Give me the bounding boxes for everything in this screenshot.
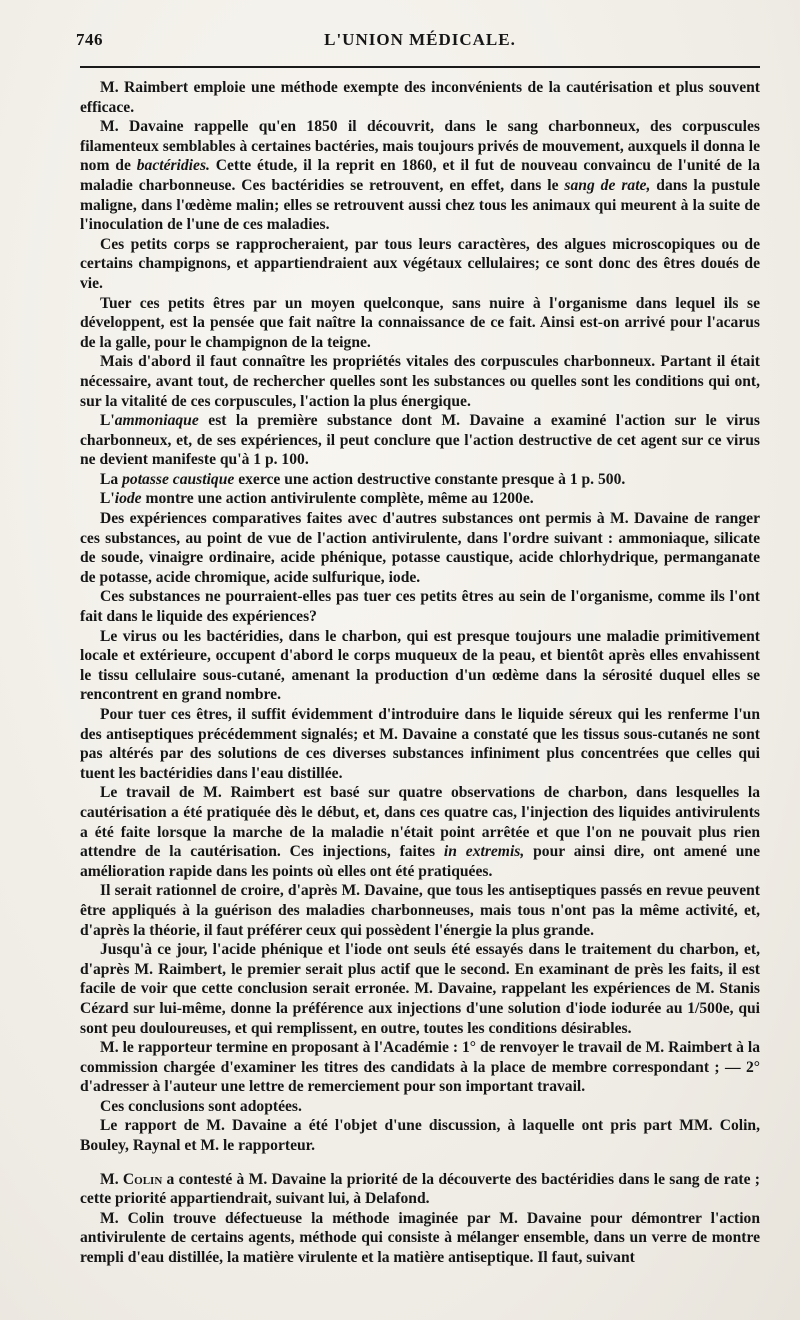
paragraph-text: M. le rapporteur termine en proposant à l'Académie : 1° de renvoyer le travail de M. Raimbert à la commission chargée d'examiner les titres des candidats à la place de membre correspondant ; — 2° d'adresser à l'auteur une lettre de remerciement pour son important travail. — [80, 1039, 760, 1096]
paragraph-text: Le rapport de M. Davaine a été l'objet d'une discussion, à laquelle ont pris part MM. Colin, Bouley, Raynal et M. le rapporteur. — [80, 1117, 760, 1155]
italic-text: in extremis, — [443, 843, 525, 861]
paragraph-text: Tuer ces petits êtres par un moyen quelconque, sans nuire à l'organisme dans lequel ils se développent, est la pensée que fait naître la connaissance de ce fait. Ainsi est-on arrivé pour l'acarus de la galle, pour le champignon de la teigne. — [80, 294, 760, 351]
article-body — [80, 78, 760, 1268]
paragraph-text: L' — [100, 490, 115, 508]
paragraph — [80, 1116, 760, 1155]
paragraph — [80, 705, 760, 783]
paragraph-text: exerce une action destructive constante presque à 1 p. 500. — [234, 470, 626, 488]
paragraph — [80, 1209, 760, 1268]
paragraph — [80, 352, 760, 411]
paragraph-text: Ces petits corps se rapprocheraient, par tous leurs caractères, des algues microscopiques ou de certains champignons, et appartiendraient aux végétaux cellulaires; ce sont donc des êtres doués de vie. — [80, 235, 760, 292]
paragraph — [80, 940, 760, 1038]
page-number: 746 — [76, 30, 103, 49]
paragraph — [80, 117, 760, 235]
paragraph-text: M. Colin trouve défectueuse la méthode imaginée par M. Davaine pour démontrer l'action antivirulente de certains agents, méthode qui consiste à mélanger ensemble, dans un verre de montre rempli d'eau distillée, la matière virulente et la matière antiseptique. Il faut, suivant — [80, 1209, 760, 1267]
paragraph-text: est la première substance dont M. Davaine a examiné l'action sur le virus charbonneux, et, de ses expériences, il peut conclure que l'action destructive de cet agent sur ce virus ne devient manifeste qu'à 1 p. 100. — [80, 412, 760, 469]
italic-text: sang de rate, — [564, 176, 651, 194]
paragraph-text: Cette étude, il la reprit en 1860, et il fut de nouveau convaincu de l'unité de la maladie charbonneuse. Ces bactéridies se retrouvent, en effet, dans le — [80, 157, 761, 194]
paragraph — [80, 587, 760, 626]
paragraph-text: dans la pustule maligne, dans l'œdème malin; elles se retrouvent aussi chez tous les animaux qui meurent à la suite de l'inoculation de l'une de ces maladies. — [80, 176, 760, 234]
page-header — [76, 30, 760, 60]
paragraph — [80, 1038, 760, 1097]
italic-text: ammoniaque — [114, 412, 199, 430]
paragraph-text: M. — [100, 1170, 123, 1188]
paragraph-text: Jusqu'à ce jour, l'acide phénique et l'iode ont seuls été essayés dans le traitement du charbon, et, d'après M. Raimbert, le premier serait plus actif que le second. En examinant de près les faits, il est facile de voir que cette conclusion serait erronée. M. Davaine, rappelant les expériences de M. Stanis Cézard sur lui-même, donne la préférence aux injections d'une solution d'iode iodurée au 1/500e, qui sont peu douloureuses, et qui remplissent, en outre, toutes les conditions désirables. — [80, 941, 760, 1037]
paragraph-text: a contesté à M. Davaine la priorité de la découverte des bactéridies dans le sang de rate ; cette priorité appartiendrait, suivant lui, à Delafond. — [80, 1170, 761, 1208]
paragraph — [80, 235, 760, 294]
paragraph — [80, 411, 760, 470]
header-rule — [80, 66, 760, 68]
paragraph — [80, 489, 760, 509]
italic-text: potasse caustique — [122, 470, 235, 488]
paragraph-text: L' — [100, 412, 115, 430]
paragraph — [80, 78, 760, 117]
paragraph — [80, 509, 760, 587]
italic-text: bactéridies. — [136, 157, 210, 175]
paragraph-text: La — [100, 470, 123, 488]
paragraph-text: Le virus ou les bactéridies, dans le charbon, qui est presque toujours une maladie primitivement locale et extérieure, occupent d'abord le corps muqueux de la peau, et bientôt après elles envahissent le tissu cellulaire sous-cutané, amenant la production d'un œdème dans la sérosité duquel elles se rencontrent en grand nombre. — [80, 627, 760, 704]
paragraph — [80, 470, 760, 490]
paragraph — [80, 627, 760, 705]
paragraph-text: Ces conclusions sont adoptées. — [100, 1097, 302, 1115]
paragraph-text: M. Davaine rappelle qu'en 1850 il découvrit, dans le sang charbonneux, des corpuscules filamenteux semblables à certaines bactéries, mais toujours privés de mouvement, auxquels il donna le nom de — [80, 118, 760, 175]
paragraph — [80, 294, 760, 353]
paragraph-text: M. Raimbert emploie une méthode exempte des inconvénients de la cautérisation et plus souvent efficace. — [80, 79, 760, 116]
paragraph-text: Mais d'abord il faut connaître les propriétés vitales des corpuscules charbonneux. Partant il était nécessaire, avant tout, de rechercher quelles sont les substances ou quelles sont les conditions qui ont, sur la vitalité de ces corpuscules, l'action la plus énergique. — [80, 353, 760, 410]
paragraph — [80, 1170, 760, 1209]
paragraph — [80, 783, 760, 881]
paragraph-text: Pour tuer ces êtres, il suffit évidemment d'introduire dans le liquide séreux qui les renferme l'un des antiseptiques précédemment signalés; et M. Davaine a constaté que les tissus sous-cutanés ne sont pas altérés par des solutions de ces diverses substances infiniment plus concentrées que celles qui tuent les bactéridies dans l'eau distillée. — [80, 706, 760, 782]
paragraph-text: Il serait rationnel de croire, d'après M. Davaine, que tous les antiseptiques passés en revue peuvent être appliqués à la guérison des maladies charbonneuses, mais tous n'ont pas la même activité, et, d'après la théorie, il faut préférer ceux qui possèdent l'énergie la plus grande. — [80, 882, 760, 939]
running-title: L'UNION MÉDICALE. — [324, 30, 516, 49]
paragraph-text: Des expériences comparatives faites avec d'autres substances ont permis à M. Davaine de ranger ces substances, au point de vue de l'action antivirulente, dans l'ordre suivant : ammoniaque, silicate de soude, vinaigre ordinaire, acide phénique, potasse caustique, acide chlorhydrique, permanganate de potasse, acide chromique, acide sulfurique, iode. — [80, 510, 760, 586]
paragraph-text: Le travail de M. Raimbert est basé sur quatre observations de charbon, dans lesquelles la cautérisation a été pratiquée dès le début, et, dans ces quatre cas, l'injection des liquides antivirulents a été faite lorsque la marche de la maladie n'était point arrêtée et que l'on ne pouvait plus rien attendre de la cautérisation. Ces injections, faites — [80, 784, 760, 861]
paragraph-text: pour ainsi dire, ont amené une amélioration rapide dans les points où elles ont été pratiquées. — [80, 843, 760, 880]
italic-text: iode — [114, 490, 142, 508]
paragraph-text: montre une action antivirulente complète, même au 1200e. — [141, 490, 534, 508]
paragraph-text: Colin — [122, 1170, 163, 1188]
paragraph-text: Ces substances ne pourraient-elles pas tuer ces petits êtres au sein de l'organisme, comme ils l'ont fait dans le liquide des expériences? — [80, 588, 760, 626]
paragraph — [80, 881, 760, 940]
paragraph — [80, 1097, 760, 1117]
